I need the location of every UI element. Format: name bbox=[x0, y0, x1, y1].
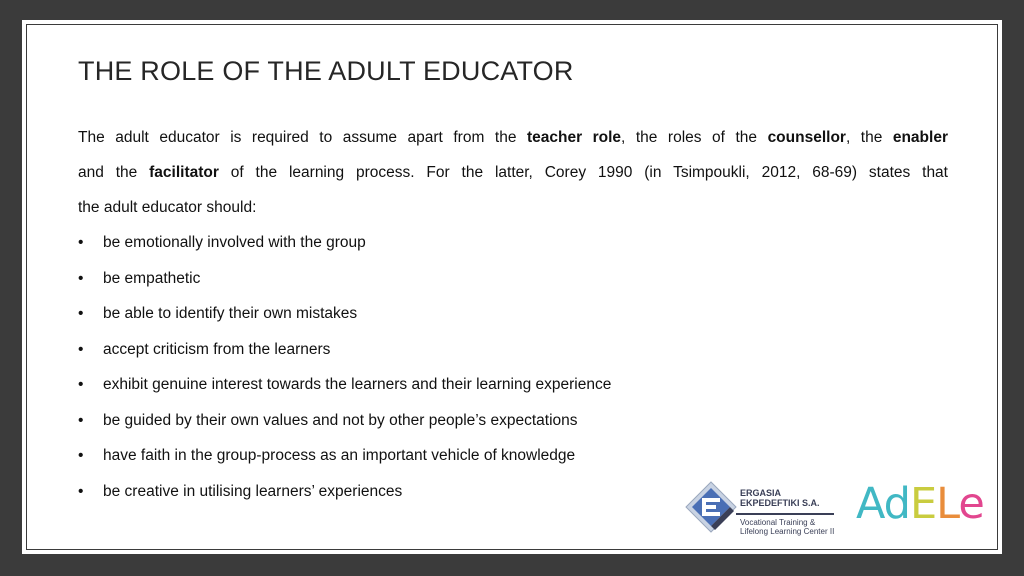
bullet-icon: • bbox=[78, 376, 84, 393]
list-item-text: be able to identify their own mistakes bbox=[103, 305, 358, 322]
adele-letter: e bbox=[958, 479, 984, 529]
list-item-text: be guided by their own values and not by other people’s expectations bbox=[103, 411, 578, 429]
list-item-text: be empathetic bbox=[103, 269, 201, 287]
intro-line-3 bbox=[78, 190, 948, 225]
list-item bbox=[78, 225, 948, 261]
list-item bbox=[78, 332, 948, 368]
adele-logo bbox=[856, 474, 984, 534]
list-item bbox=[78, 296, 948, 332]
list-item bbox=[78, 403, 948, 439]
slide-body bbox=[78, 120, 948, 509]
text-run: The adult educator is required to assume apart from the bbox=[78, 129, 527, 146]
adele-letter: L bbox=[936, 479, 959, 529]
bullet-icon: • bbox=[78, 340, 84, 358]
list-item-text: be emotionally involved with the group bbox=[103, 234, 366, 251]
list-item bbox=[78, 261, 948, 297]
list-item-text: accept criticism from the learners bbox=[103, 340, 331, 358]
ergasia-name-line-1: ERGASIA bbox=[740, 488, 782, 498]
slide-title: THE ROLE OF THE ADULT EDUCATOR bbox=[78, 56, 574, 86]
list-item bbox=[78, 438, 948, 474]
intro-paragraph bbox=[78, 120, 948, 225]
bullet-list bbox=[78, 225, 948, 509]
adele-letter: E bbox=[909, 479, 937, 529]
bullet-icon: • bbox=[78, 305, 84, 322]
ergasia-divider bbox=[736, 513, 834, 515]
ergasia-mark-icon bbox=[684, 480, 738, 536]
bullet-icon: • bbox=[78, 234, 84, 251]
list-item bbox=[78, 367, 948, 403]
bullet-icon: • bbox=[78, 269, 84, 287]
list-item-text: be creative in utilising learners’ experiences bbox=[103, 482, 403, 500]
text-run: the adult educator should: bbox=[78, 199, 257, 216]
slide bbox=[22, 20, 1002, 554]
emphasis-text: enabler bbox=[892, 129, 948, 146]
ergasia-name-line-2: EKPEDEFTIKI S.A. bbox=[740, 498, 820, 508]
ergasia-sub-line-1: Vocational Training & bbox=[740, 518, 816, 527]
ergasia-subtitle bbox=[740, 518, 834, 536]
intro-line-2 bbox=[78, 155, 948, 190]
bullet-icon: • bbox=[78, 411, 84, 429]
logo-area bbox=[684, 472, 984, 542]
ergasia-name bbox=[740, 488, 820, 508]
text-run: of the learning process. For the latter, Corey 1990 (in Tsimpoukli, 2012, 68-69) states that bbox=[218, 164, 948, 181]
adele-letter: A bbox=[856, 479, 884, 529]
list-item-text: have faith in the group-process as an important vehicle of knowledge bbox=[103, 447, 576, 464]
adele-letter: d bbox=[883, 479, 910, 529]
list-item-text: exhibit genuine interest towards the learners and their learning experience bbox=[103, 376, 612, 393]
ergasia-sub-line-2: Lifelong Learning Center II bbox=[740, 527, 835, 536]
text-run: , the bbox=[845, 129, 893, 146]
bullet-icon: • bbox=[78, 482, 84, 500]
intro-line-1 bbox=[78, 120, 948, 155]
text-run: , the roles of the bbox=[621, 129, 768, 146]
emphasis-text: teacher role bbox=[526, 129, 622, 146]
text-run: and the bbox=[78, 164, 150, 181]
bullet-icon: • bbox=[78, 447, 84, 464]
ergasia-logo bbox=[684, 476, 844, 538]
emphasis-text: facilitator bbox=[149, 164, 219, 181]
emphasis-text: counsellor bbox=[767, 129, 846, 146]
